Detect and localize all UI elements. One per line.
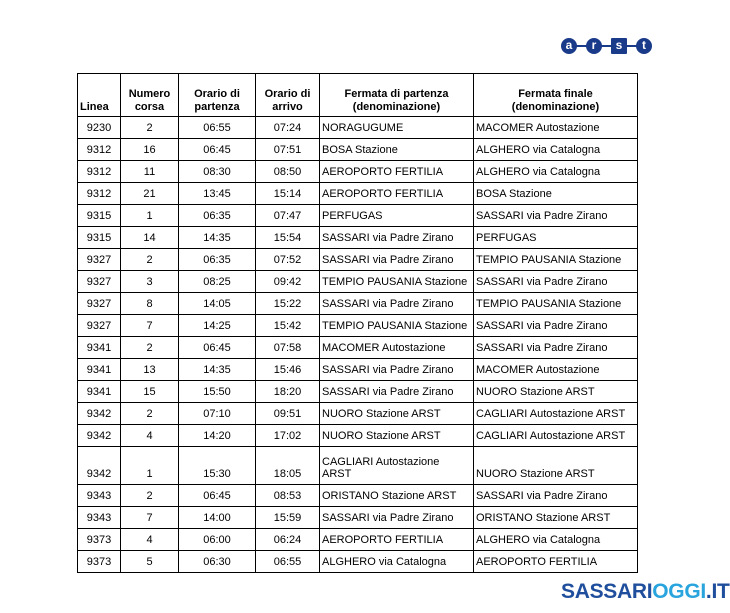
cell-fermata-partenza: SASSARI via Padre Zirano xyxy=(320,249,474,271)
cell-linea: 9343 xyxy=(78,507,121,529)
cell-corsa: 15 xyxy=(121,381,179,403)
cell-partenza: 06:45 xyxy=(179,485,256,507)
cell-fermata-finale: ALGHERO via Catalogna xyxy=(474,139,638,161)
table-row xyxy=(78,117,638,139)
cell-fermata-partenza: NUORO Stazione ARST xyxy=(320,425,474,447)
header-fermata-partenza: Fermata di partenza (denominazione) xyxy=(320,74,474,117)
cell-fermata-partenza: BOSA Stazione xyxy=(320,139,474,161)
cell-fermata-finale: MACOMER Autostazione xyxy=(474,359,638,381)
table-row xyxy=(78,403,638,425)
cell-arrivo: 15:22 xyxy=(256,293,320,315)
cell-partenza: 14:25 xyxy=(179,315,256,337)
cell-corsa: 2 xyxy=(121,249,179,271)
cell-fermata-partenza: NORAGUGUME xyxy=(320,117,474,139)
cell-fermata-partenza: ORISTANO Stazione ARST xyxy=(320,485,474,507)
arst-logo xyxy=(561,36,652,56)
schedule-table xyxy=(77,73,638,573)
cell-linea: 9230 xyxy=(78,117,121,139)
cell-partenza: 15:30 xyxy=(179,447,256,485)
cell-fermata-partenza: AEROPORTO FERTILIA xyxy=(320,161,474,183)
cell-fermata-finale: TEMPIO PAUSANIA Stazione xyxy=(474,293,638,315)
cell-linea: 9373 xyxy=(78,529,121,551)
cell-partenza: 06:45 xyxy=(179,139,256,161)
cell-corsa: 14 xyxy=(121,227,179,249)
table-row xyxy=(78,271,638,293)
cell-partenza: 06:30 xyxy=(179,551,256,573)
cell-partenza: 07:10 xyxy=(179,403,256,425)
cell-fermata-finale: BOSA Stazione xyxy=(474,183,638,205)
cell-fermata-partenza: SASSARI via Padre Zirano xyxy=(320,381,474,403)
cell-arrivo: 08:53 xyxy=(256,485,320,507)
cell-arrivo: 06:55 xyxy=(256,551,320,573)
table-row xyxy=(78,447,638,485)
cell-arrivo: 06:24 xyxy=(256,529,320,551)
header-row xyxy=(78,74,638,117)
cell-fermata-finale: ALGHERO via Catalogna xyxy=(474,529,638,551)
cell-linea: 9312 xyxy=(78,183,121,205)
cell-corsa: 11 xyxy=(121,161,179,183)
cell-corsa: 3 xyxy=(121,271,179,293)
cell-arrivo: 15:46 xyxy=(256,359,320,381)
cell-partenza: 06:35 xyxy=(179,249,256,271)
cell-fermata-finale: TEMPIO PAUSANIA Stazione xyxy=(474,249,638,271)
cell-fermata-finale: SASSARI via Padre Zirano xyxy=(474,315,638,337)
cell-fermata-partenza: ALGHERO via Catalogna xyxy=(320,551,474,573)
cell-fermata-finale: ORISTANO Stazione ARST xyxy=(474,507,638,529)
table-row xyxy=(78,183,638,205)
cell-corsa: 1 xyxy=(121,447,179,485)
cell-corsa: 21 xyxy=(121,183,179,205)
cell-corsa: 4 xyxy=(121,425,179,447)
cell-linea: 9327 xyxy=(78,315,121,337)
table-row xyxy=(78,337,638,359)
cell-arrivo: 07:52 xyxy=(256,249,320,271)
cell-corsa: 5 xyxy=(121,551,179,573)
sassarioggi-logo xyxy=(561,580,730,604)
table-row xyxy=(78,139,638,161)
cell-partenza: 06:55 xyxy=(179,117,256,139)
cell-corsa: 2 xyxy=(121,117,179,139)
cell-fermata-finale: CAGLIARI Autostazione ARST xyxy=(474,425,638,447)
cell-linea: 9312 xyxy=(78,161,121,183)
table-row xyxy=(78,161,638,183)
cell-partenza: 06:00 xyxy=(179,529,256,551)
cell-corsa: 13 xyxy=(121,359,179,381)
header-linea: Linea xyxy=(78,74,121,117)
cell-fermata-finale: SASSARI via Padre Zirano xyxy=(474,271,638,293)
cell-corsa: 2 xyxy=(121,485,179,507)
cell-arrivo: 15:59 xyxy=(256,507,320,529)
cell-linea: 9341 xyxy=(78,381,121,403)
cell-fermata-finale: NUORO Stazione ARST xyxy=(474,447,638,485)
brand-part-it: .IT xyxy=(705,580,730,603)
cell-arrivo: 09:42 xyxy=(256,271,320,293)
cell-arrivo: 15:54 xyxy=(256,227,320,249)
brand-part-sassari: SASSARI xyxy=(561,580,653,603)
cell-corsa: 7 xyxy=(121,507,179,529)
cell-partenza: 14:35 xyxy=(179,359,256,381)
cell-partenza: 14:20 xyxy=(179,425,256,447)
logo-letter-r: r xyxy=(586,38,602,54)
cell-partenza: 14:35 xyxy=(179,227,256,249)
cell-arrivo: 07:51 xyxy=(256,139,320,161)
cell-arrivo: 07:47 xyxy=(256,205,320,227)
table-row xyxy=(78,315,638,337)
table-row xyxy=(78,485,638,507)
cell-corsa: 7 xyxy=(121,315,179,337)
cell-fermata-finale: SASSARI via Padre Zirano xyxy=(474,205,638,227)
cell-corsa: 8 xyxy=(121,293,179,315)
cell-fermata-partenza: SASSARI via Padre Zirano xyxy=(320,359,474,381)
table-row xyxy=(78,359,638,381)
table-row xyxy=(78,293,638,315)
cell-fermata-partenza: SASSARI via Padre Zirano xyxy=(320,507,474,529)
header-orario-arrivo: Orario di arrivo xyxy=(256,74,320,117)
cell-linea: 9315 xyxy=(78,227,121,249)
cell-linea: 9315 xyxy=(78,205,121,227)
cell-fermata-finale: CAGLIARI Autostazione ARST xyxy=(474,403,638,425)
cell-partenza: 06:45 xyxy=(179,337,256,359)
logo-line xyxy=(567,45,646,47)
cell-corsa: 2 xyxy=(121,403,179,425)
cell-fermata-finale: SASSARI via Padre Zirano xyxy=(474,337,638,359)
table-row xyxy=(78,425,638,447)
cell-partenza: 13:45 xyxy=(179,183,256,205)
cell-partenza: 14:00 xyxy=(179,507,256,529)
cell-fermata-finale: NUORO Stazione ARST xyxy=(474,381,638,403)
header-numero-corsa: Numero corsa xyxy=(121,74,179,117)
header-orario-partenza: Orario di partenza xyxy=(179,74,256,117)
cell-arrivo: 17:02 xyxy=(256,425,320,447)
cell-fermata-finale: AEROPORTO FERTILIA xyxy=(474,551,638,573)
table-row xyxy=(78,507,638,529)
cell-arrivo: 07:58 xyxy=(256,337,320,359)
table-row xyxy=(78,381,638,403)
cell-corsa: 1 xyxy=(121,205,179,227)
cell-linea: 9312 xyxy=(78,139,121,161)
cell-arrivo: 15:42 xyxy=(256,315,320,337)
header-fermata-finale: Fermata finale (denominazione) xyxy=(474,74,638,117)
cell-linea: 9342 xyxy=(78,425,121,447)
cell-fermata-partenza: NUORO Stazione ARST xyxy=(320,403,474,425)
cell-fermata-partenza: CAGLIARI Autostazione ARST xyxy=(320,447,474,485)
cell-corsa: 4 xyxy=(121,529,179,551)
cell-arrivo: 09:51 xyxy=(256,403,320,425)
cell-fermata-finale: SASSARI via Padre Zirano xyxy=(474,485,638,507)
table-row xyxy=(78,249,638,271)
cell-linea: 9342 xyxy=(78,447,121,485)
cell-fermata-partenza: AEROPORTO FERTILIA xyxy=(320,183,474,205)
cell-linea: 9327 xyxy=(78,249,121,271)
table-row xyxy=(78,529,638,551)
cell-fermata-finale: ALGHERO via Catalogna xyxy=(474,161,638,183)
cell-linea: 9342 xyxy=(78,403,121,425)
cell-linea: 9343 xyxy=(78,485,121,507)
table-row xyxy=(78,227,638,249)
cell-arrivo: 18:05 xyxy=(256,447,320,485)
logo-letter-a: a xyxy=(561,38,577,54)
cell-fermata-finale: PERFUGAS xyxy=(474,227,638,249)
table-row xyxy=(78,551,638,573)
cell-fermata-partenza: PERFUGAS xyxy=(320,205,474,227)
cell-arrivo: 15:14 xyxy=(256,183,320,205)
cell-arrivo: 07:24 xyxy=(256,117,320,139)
cell-arrivo: 08:50 xyxy=(256,161,320,183)
cell-fermata-finale: MACOMER Autostazione xyxy=(474,117,638,139)
cell-fermata-partenza: SASSARI via Padre Zirano xyxy=(320,227,474,249)
cell-arrivo: 18:20 xyxy=(256,381,320,403)
logo-letter-t: t xyxy=(636,38,652,54)
cell-fermata-partenza: TEMPIO PAUSANIA Stazione xyxy=(320,271,474,293)
cell-corsa: 2 xyxy=(121,337,179,359)
cell-partenza: 06:35 xyxy=(179,205,256,227)
cell-partenza: 08:30 xyxy=(179,161,256,183)
cell-fermata-partenza: SASSARI via Padre Zirano xyxy=(320,293,474,315)
cell-linea: 9341 xyxy=(78,337,121,359)
cell-linea: 9327 xyxy=(78,271,121,293)
cell-fermata-partenza: TEMPIO PAUSANIA Stazione xyxy=(320,315,474,337)
cell-linea: 9373 xyxy=(78,551,121,573)
cell-partenza: 14:05 xyxy=(179,293,256,315)
brand-part-oggi: OGGI xyxy=(652,580,706,603)
cell-partenza: 15:50 xyxy=(179,381,256,403)
cell-fermata-partenza: AEROPORTO FERTILIA xyxy=(320,529,474,551)
table-row xyxy=(78,205,638,227)
cell-linea: 9341 xyxy=(78,359,121,381)
cell-linea: 9327 xyxy=(78,293,121,315)
logo-letter-s: s xyxy=(611,38,627,54)
cell-fermata-partenza: MACOMER Autostazione xyxy=(320,337,474,359)
cell-partenza: 08:25 xyxy=(179,271,256,293)
cell-corsa: 16 xyxy=(121,139,179,161)
